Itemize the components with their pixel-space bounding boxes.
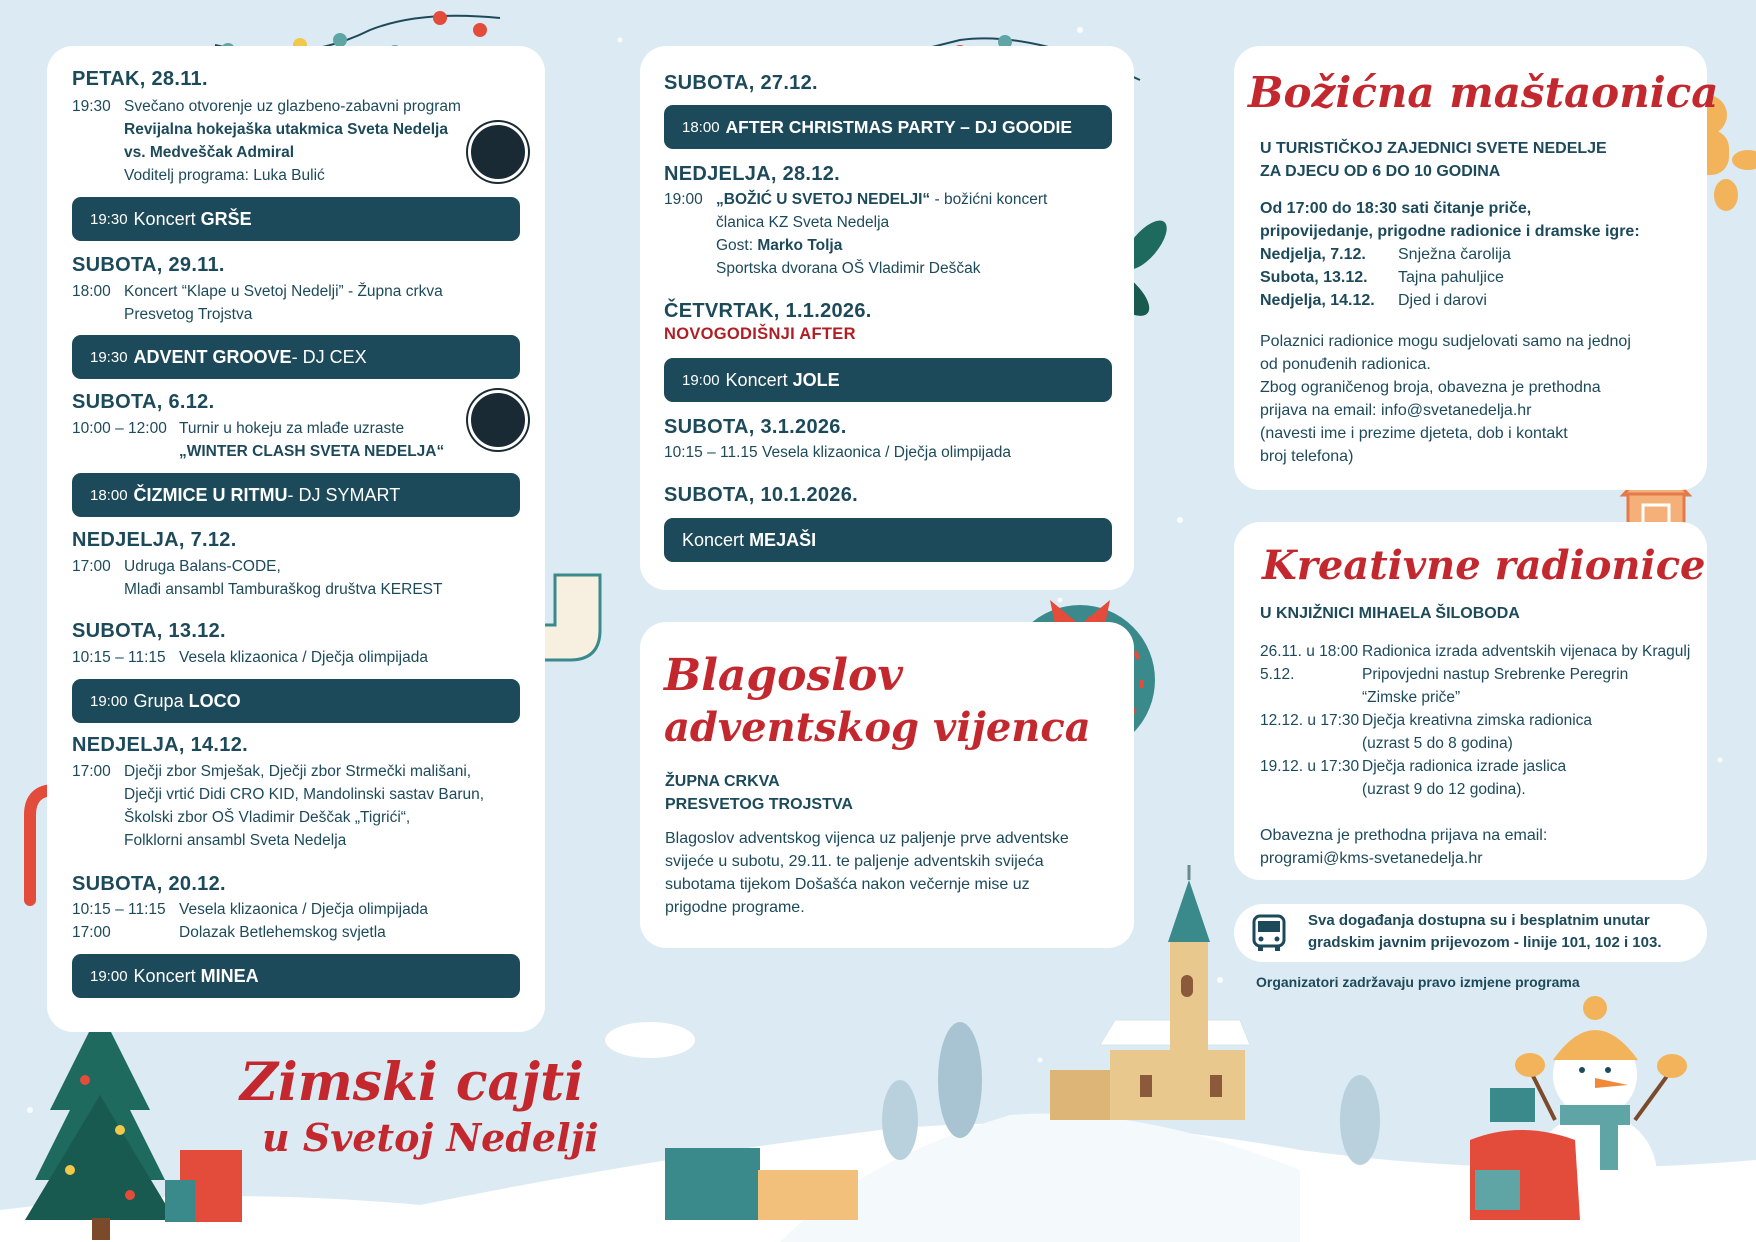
event-text: Dječji vrtić Didi CRO KID, Mandolinski sastav Barun,: [124, 786, 485, 803]
day-heading: SUBOTA, 10.1.2026.: [664, 484, 859, 506]
hockey-club-logo: [468, 122, 528, 182]
day-heading: SUBOTA, 3.1.2026.: [664, 416, 847, 438]
workshop-name: Dječja kreativna zimska radionica: [1362, 712, 1593, 729]
blessing-line: svijeće u subotu, 29.11. te paljenje adventskih svijeća: [665, 853, 1044, 870]
host-name: Luka Bulić: [253, 167, 325, 184]
day-heading: SUBOTA, 20.12.: [72, 873, 226, 895]
library-location: U KNJIŽNICI MIHAELA ŠILOBODA: [1260, 605, 1520, 622]
event-text: Udruga Balans-CODE,: [124, 558, 281, 575]
info-line: broj telefona): [1260, 448, 1354, 465]
workshop-name: Radionica izrada adventskih vijenaca by Kragulj: [1362, 643, 1691, 660]
bar-performer: AFTER CHRISTMAS PARTY – DJ GOODIE: [725, 116, 1073, 137]
workshop-date: Nedjelja, 14.12.: [1260, 292, 1375, 309]
workshop-detail: “Zimske priče”: [1362, 689, 1461, 706]
event-bar: [72, 473, 520, 517]
transport-line: gradskim javnim prijevozom - linije 101, 102 i 103.: [1308, 934, 1662, 951]
bar-time: 18:00: [90, 486, 128, 504]
event-time: 18:00: [72, 283, 111, 300]
bar-text: Grupa: [133, 690, 184, 711]
library-workshop-list: [1260, 640, 1700, 800]
bar-time: 19:00: [90, 692, 128, 710]
event-bar: [664, 358, 1112, 402]
blessing-text: [665, 827, 1115, 919]
signup-line: Obavezna je prethodna prijava na email:: [1260, 827, 1548, 844]
workshop-intro: pripovijedanje, prigodne radionice i dramske igre:: [1260, 223, 1640, 240]
bar-performer: MINEA: [200, 965, 259, 986]
workshop-date: 12.12. u 17:30: [1260, 712, 1360, 729]
event-time: 17:00: [72, 558, 111, 575]
event-row: [72, 555, 542, 601]
workshop-intro: Od 17:00 do 18:30 sati čitanje priče,: [1260, 200, 1532, 217]
workshop-list: [1260, 243, 1690, 315]
event-time: 17:00: [72, 924, 111, 941]
event-row: [72, 646, 542, 669]
day-heading: SUBOTA, 13.12.: [72, 620, 226, 642]
event-time: 10:15 – 11:15: [72, 901, 166, 918]
bar-time: 19:00: [90, 967, 128, 985]
blessing-line: prigodne programe.: [665, 899, 805, 916]
day-heading: ČETVRTAK, 1.1.2026.: [664, 300, 872, 322]
event-text: Dječji zbor Smješak, Dječji zbor Strmečki mališani,: [124, 763, 472, 780]
host-prefix: Voditelj programa:: [124, 167, 254, 184]
event-text: [716, 234, 842, 257]
event-text: Revijalna hokejaška utakmica Sveta Nedelja: [124, 121, 448, 138]
workshop-name: Snježna čarolija: [1398, 246, 1511, 263]
day-heading: NEDJELJA, 7.12.: [72, 529, 237, 551]
event-time: 10:15 – 11:15: [72, 649, 166, 666]
info-line: Zbog ograničenog broja, obavezna je prethodna: [1260, 379, 1601, 396]
workshop-name: Pripovjedni nastup Srebrenke Peregrin: [1362, 666, 1629, 683]
workshop-date: Subota, 13.12.: [1260, 269, 1368, 286]
hockey-club-logo: [468, 390, 528, 450]
bar-text: - DJ SYMART: [287, 484, 401, 505]
workshop-age: ZA DJECU OD 6 DO 10 GODINA: [1260, 163, 1501, 180]
event-text: Presvetog Trojstva: [124, 306, 253, 323]
christmas-tree-illustration: [25, 998, 175, 1240]
event-subtitle: NOVOGODIŠNJI AFTER: [664, 325, 856, 343]
day-heading: PETAK, 28.11.: [72, 68, 208, 90]
event-row: [72, 280, 542, 326]
info-line: Polaznici radionice mogu sudjelovati samo na jednoj: [1260, 333, 1631, 350]
concert-name: „BOŽIĆ U SVETOJ NEDELJI“: [716, 191, 931, 208]
event-row: [72, 898, 542, 944]
day-heading: SUBOTA, 6.12.: [72, 391, 215, 413]
workshop-date: 26.11. u 18:00: [1260, 643, 1358, 660]
bar-performer: ADVENT GROOVE: [133, 346, 292, 367]
bar-text: - DJ CEX: [291, 346, 367, 367]
bar-time: 18:00: [682, 118, 720, 136]
event-text: Vesela klizaonica / Dječja olimpijada: [179, 649, 428, 666]
day-heading: NEDJELJA, 28.12.: [664, 163, 840, 185]
info-line: (navesti ime i prezime djeteta, dob i kontakt: [1260, 425, 1568, 442]
transport-text: [1308, 910, 1662, 954]
event-text: Sportska dvorana OŠ Vladimir Deščak: [716, 260, 981, 277]
event-text: 10:15 – 11.15 Vesela klizaonica / Dječja olimpijada: [664, 444, 1011, 461]
workshop-title: Božićna maštaonica: [1248, 68, 1719, 117]
event-time: 17:00: [72, 763, 111, 780]
event-text: „WINTER CLASH SVETA NEDELJA“: [179, 443, 445, 460]
event-text: [124, 164, 325, 187]
event-text: [716, 188, 1047, 211]
event-row: [664, 188, 1124, 280]
bar-performer: GRŠE: [200, 208, 252, 229]
event-text: Dolazak Betlehemskog svjetla: [179, 924, 386, 941]
event-bar: [72, 954, 520, 998]
event-text: vs. Medveščak Admiral: [124, 144, 295, 161]
bar-time: 19:30: [90, 210, 128, 228]
guest-name: Marko Tolja: [757, 237, 843, 254]
event-bar: [72, 679, 520, 723]
info-line: prijava na email: info@svetanedelja.hr: [1260, 402, 1532, 419]
signup-email: programi@kms-svetanedelja.hr: [1260, 850, 1483, 867]
event-text: Folklorni ansambl Sveta Nedelja: [124, 832, 347, 849]
event-text: Vesela klizaonica / Dječja olimpijada: [179, 901, 428, 918]
workshop-detail: (uzrast 9 do 12 godina).: [1362, 781, 1526, 798]
library-signup: [1260, 824, 1590, 870]
bar-performer: MEJAŠI: [749, 529, 817, 550]
transport-line: Sva događanja dostupna su i besplatnim unutar: [1308, 912, 1650, 929]
event-time: 19:30: [72, 98, 111, 115]
event-bar: [664, 518, 1112, 562]
event-time: 10:00 – 12:00: [72, 420, 167, 437]
blessing-location: PRESVETOG TROJSTVA: [665, 796, 853, 813]
blessing-title: adventskog vijenca: [664, 704, 1091, 751]
blessing-title: Blagoslov: [664, 650, 903, 701]
event-text: članica KZ Sveta Nedelja: [716, 214, 890, 231]
bar-text: Koncert: [133, 208, 196, 229]
blessing-line: subotama tijekom Došašća nakon večernje mise uz: [665, 876, 1030, 893]
event-text: Turnir u hokeju za mlađe uzraste: [179, 420, 405, 437]
day-heading: SUBOTA, 27.12.: [664, 72, 818, 94]
library-workshop-title: Kreativne radionice: [1262, 542, 1706, 589]
bar-performer: JOLE: [792, 369, 840, 390]
workshop-name: Dječja radionica izrade jaslica: [1362, 758, 1567, 775]
brand-title: Zimski cajti: [240, 1052, 584, 1113]
event-row: [72, 760, 542, 852]
event-text: Svečano otvorenje uz glazbeno-zabavni program: [124, 98, 461, 115]
bar-text: Koncert: [682, 529, 745, 550]
workshop-date: 19.12. u 17:30: [1260, 758, 1360, 775]
concert-desc: - božićni koncert: [930, 191, 1048, 208]
workshop-info: [1260, 330, 1690, 468]
organizer-note: Organizatori zadržavaju pravo izmjene programa: [1256, 974, 1580, 990]
event-row: [664, 441, 1124, 464]
blessing-line: Blagoslov adventskog vijenca uz paljenje prve adventske: [665, 830, 1069, 847]
event-text: Mlađi ansambl Tamburaškog društva KEREST: [124, 581, 443, 598]
workshop-date: 5.12.: [1260, 666, 1295, 683]
guest-prefix: Gost:: [716, 237, 758, 254]
workshop-detail: (uzrast 5 do 8 godina): [1362, 735, 1513, 752]
bus-icon: [1248, 912, 1290, 954]
workshop-name: Tajna pahuljice: [1398, 269, 1504, 286]
bar-time: 19:00: [682, 371, 720, 389]
bar-text: Koncert: [133, 965, 196, 986]
workshop-name: Djed i darovi: [1398, 292, 1487, 309]
event-text: Koncert “Klape u Svetoj Nedelji” - Župna crkva: [124, 283, 443, 300]
bar-performer: ČIZMICE U RITMU: [133, 484, 288, 505]
bar-text: Koncert: [725, 369, 788, 390]
event-bar: [72, 335, 520, 379]
day-heading: SUBOTA, 29.11.: [72, 254, 225, 276]
event-bar: [664, 105, 1112, 149]
blessing-location: ŽUPNA CRKVA: [665, 773, 780, 790]
bar-time: 19:30: [90, 348, 128, 366]
event-text: Školski zbor OŠ Vladimir Deščak „Tigrići“,: [124, 809, 411, 826]
workshop-location: U TURISTIČKOJ ZAJEDNICI SVETE NEDELJE: [1260, 140, 1607, 157]
info-line: od ponuđenih radionica.: [1260, 356, 1431, 373]
brand-subtitle: u Svetoj Nedelji: [262, 1115, 599, 1160]
event-time: 19:00: [664, 191, 703, 208]
event-bar: [72, 197, 520, 241]
day-heading: NEDJELJA, 14.12.: [72, 734, 248, 756]
bar-performer: LOCO: [188, 690, 241, 711]
workshop-date: Nedjelja, 7.12.: [1260, 246, 1366, 263]
